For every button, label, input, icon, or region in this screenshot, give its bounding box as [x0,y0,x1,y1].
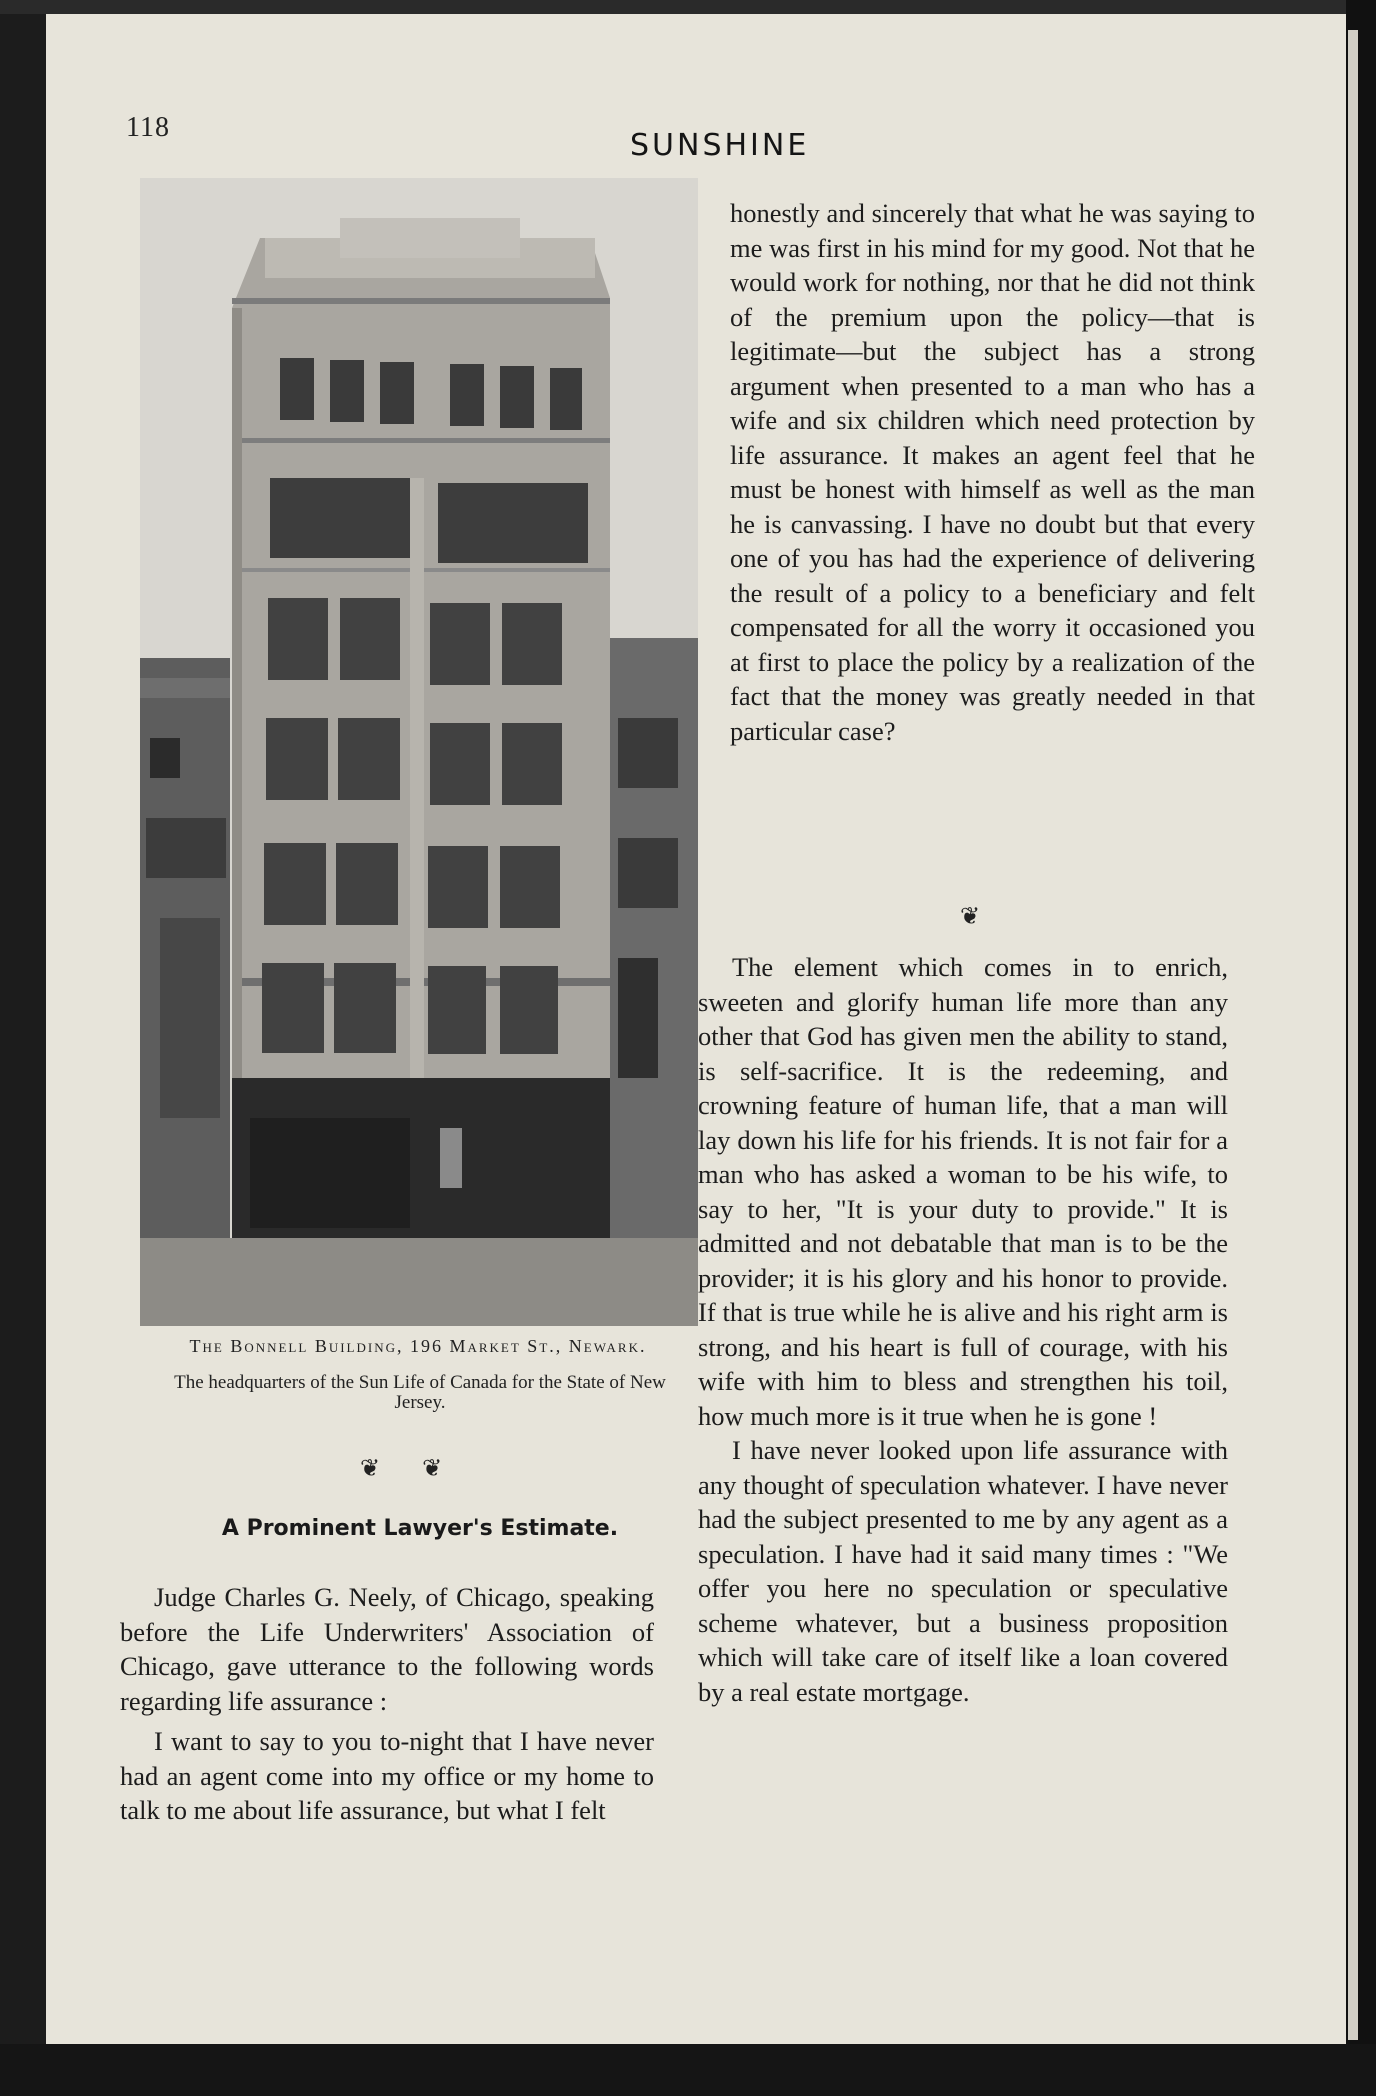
article-heading: A Prominent Lawyer's Estimate. [221,1516,619,1541]
article-column-left [120,1580,654,1828]
article-column-right-lower [698,950,1228,1709]
adjacent-page-sliver [1348,30,1358,2040]
paragraph-speculation: I have never looked upon life assurance with any thought of speculation whatever. I have never had the subject presented to me by any agent as a speculation. I have had it said many times : "We offer you here no speculation or speculative scheme whatever, but a business proposition which will take care of itself like a loan covered by a real estate mortgage. [698,1435,1228,1707]
page-number: 118 [126,112,170,143]
figure-caption-title: The Bonnell Building, 196 Market St., Newark. [189,1336,647,1356]
building-photograph [140,178,698,1326]
running-title: SUNSHINE [630,128,810,163]
scan-right-edge [1346,0,1376,2096]
scan-top-edge [0,0,1376,14]
paragraph-quote-start: I want to say to you to-night that I have never had an agent come into my office or my home to talk to me about life assurance, but what I felt [120,1726,654,1825]
scan-bottom-edge [0,2044,1376,2096]
figure-caption-description: The headquarters of the Sun Life of Canada for the State of New Jersey. [174,1372,666,1413]
section-ornament-right: ❦ [960,904,981,930]
paragraph-intro: Judge Charles G. Neely, of Chicago, speaking before the Life Underwriters' Association of Chicago, gave utterance to the following words regarding life assurance : [120,1582,654,1716]
section-ornament-left: ❦ ❦ [360,1456,461,1482]
paragraph-quote-continued: honestly and sincerely that what he was saying to me was first in his mind for my good. Not that he would work for nothing, nor that he did not think of the premium upon the policy—that is legitimate—but the subject has a strong argument when presented to a man who has a wife and six children which need protection by life assurance. It makes an agent feel that he must be honest with himself as well as the man he is canvassing. I have no doubt but that every one of you has had the experience of delivering the result of a policy to a beneficiary and felt compensated for all the worry it occasioned you at first to place the policy by a realization of the fact that the money was greatly needed in that particular case? [730,198,1255,746]
paragraph-self-sacrifice: The element which comes in to enrich, sweeten and glorify human life more than any other that God has given men the ability to stand, is self-sacrifice. It is the redeeming, and crowning feature of human life, that a man will lay down his life for his friends. It is not fair for a man who has asked a woman to be his wife, to say to her, "It is your duty to provide." It is admitted and not debatable that man is to be the provider; it is his glory and his honor to provide. If that is true while he is alive and his right arm is strong, and his heart is full of courage, with his wife with him to bless and strengthen his toil, how much more is it true when he is gone ! [698,952,1228,1431]
article-column-right-upper [730,196,1255,748]
